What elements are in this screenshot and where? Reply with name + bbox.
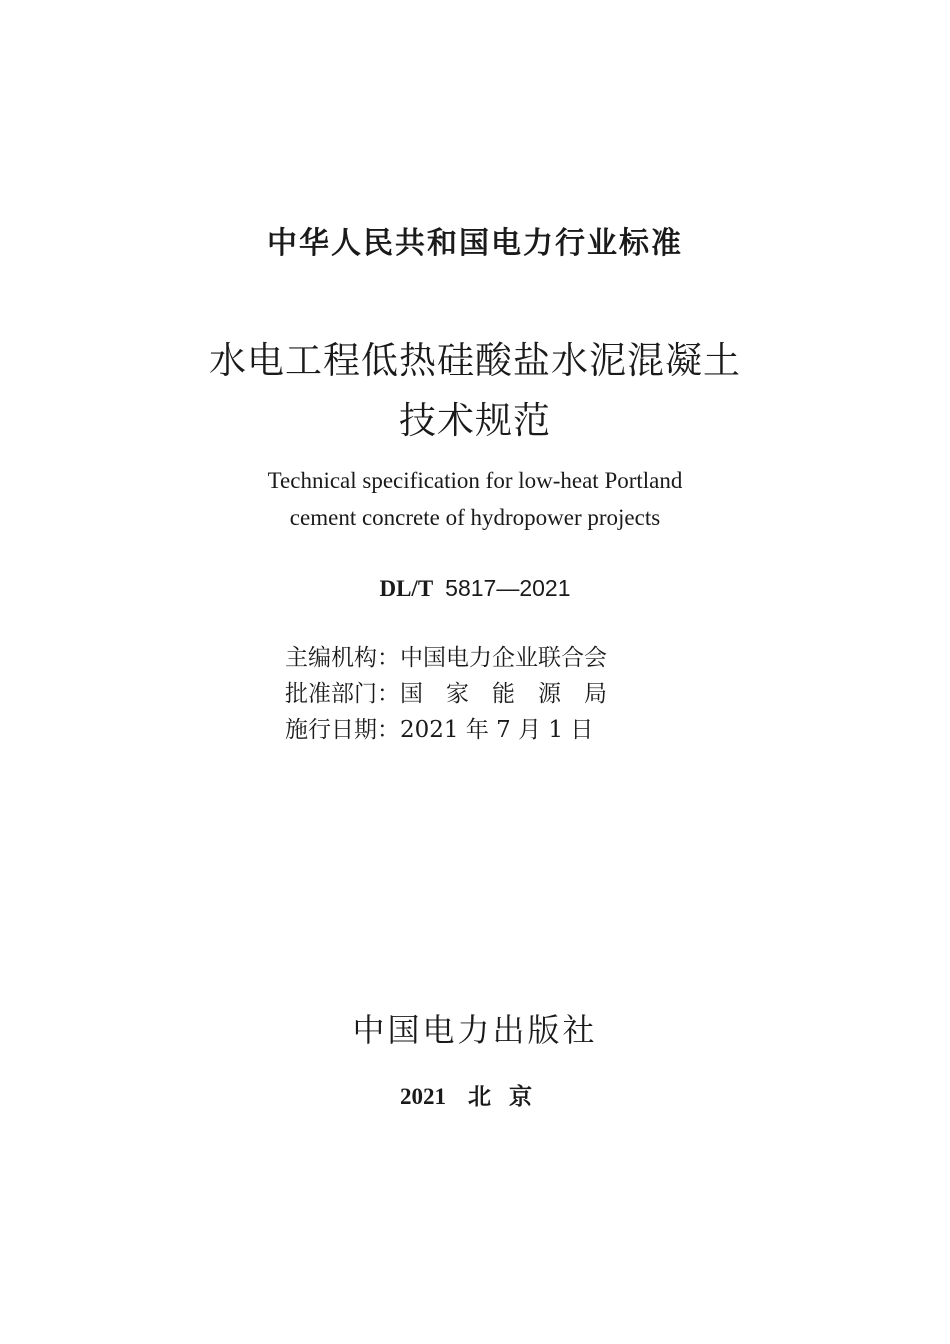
chinese-title-line-2: 技术规范 (399, 399, 551, 442)
standard-code-number: 5817—2021 (445, 575, 571, 601)
english-title-line-2: cement concrete of hydropower projects (289, 505, 661, 530)
publication-place (0, 1078, 950, 1111)
standard-code (0, 575, 950, 602)
standard-category: 中华人民共和国电力行业标准 (267, 226, 683, 261)
chinese-title-line-1: 水电工程低热硅酸盐水泥混凝土 (209, 339, 741, 382)
publication-city: 北京 (468, 1084, 550, 1110)
publisher-name: 中国电力出版社 (352, 1011, 598, 1049)
standard-info-block (285, 640, 607, 748)
english-title-line-1: Technical specification for low-heat Portland (267, 468, 683, 493)
effective-date: 施行日期：2021 年 7 月 1 日 (285, 717, 594, 743)
editor-organization: 主编机构：中国电力企业联合会 (285, 645, 607, 671)
approving-department: 批准部门：国 家 能 源 局 (285, 681, 607, 707)
standard-code-prefix: DL/T (379, 576, 434, 601)
publication-year: 2021 (400, 1084, 446, 1109)
